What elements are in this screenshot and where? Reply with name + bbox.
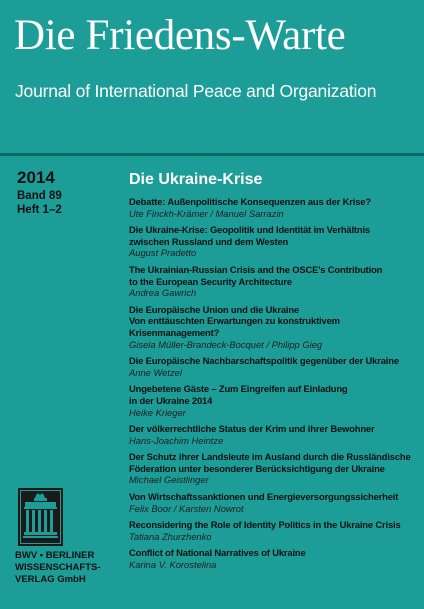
article-authors: Felix Boor / Karsten Nowrot [129, 502, 244, 514]
article-entry [129, 196, 419, 219]
article-authors: Ute Finckh-Krämer / Manuel Sarrazin [129, 207, 284, 219]
article-authors: Tatiana Zhurzhenko [129, 530, 212, 542]
article-entry [129, 264, 419, 299]
article-entry [129, 423, 419, 446]
article-title: Die Europäische Nachbarschaftspolitik gegenüber der Ukraine [129, 355, 399, 367]
article-entry [129, 451, 419, 486]
article-authors: Heike Krieger [129, 406, 186, 418]
journal-subtitle: Journal of International Peace and Organization [15, 81, 377, 101]
article-entry [129, 304, 419, 350]
header-divider [0, 153, 424, 156]
article-authors: Karina V. Korostelina [129, 559, 217, 571]
article-title: Debatte: Außenpolitische Konsequenzen aus der Krise? [129, 196, 371, 207]
journal-title: Die Friedens-Warte [14, 12, 346, 59]
article-title: Conflict of National Narratives of Ukraine [129, 547, 306, 559]
publisher-line: VERLAG GmbH [15, 573, 86, 585]
article-title: Der völkerrechtliche Status der Krim und ihrer Bewohner [129, 423, 375, 435]
article-entry [129, 491, 419, 514]
brandenburg-gate-icon [18, 488, 63, 546]
article-title: Ungebetene Gäste – Zum Eingreifen auf Einladung in der Ukraine 2014 [129, 383, 348, 406]
article-authors: Hans-Joachim Heintze [129, 434, 224, 446]
section-title: Die Ukraine-Krise [129, 171, 263, 188]
article-authors: August Pradetto [129, 247, 197, 259]
issue-year: 2014 [17, 168, 55, 187]
article-entry [129, 355, 419, 378]
article-authors: Andrea Gawrich [129, 287, 197, 299]
article-title: The Ukrainian-Russian Crisis and the OSCE's Contribution to the European Security Architecture [129, 263, 383, 287]
issue-volume: Band 89 [17, 190, 62, 202]
article-title: Der Schutz ihrer Landsleute im Ausland durch die Russländische Föderation unter besonderer Berücksichtigung der Ukraine [129, 451, 411, 474]
article-title: Die Ukraine-Krise: Geopolitik und Identität im Verhältnis zwischen Russland und dem Westen [129, 224, 370, 247]
article-entry [129, 224, 419, 259]
issue-number: Heft 1–2 [17, 204, 62, 216]
table-of-contents [129, 196, 419, 576]
article-entry [129, 547, 419, 570]
article-title: Reconsidering the Role of Identity Politics in the Ukraine Crisis [129, 519, 401, 531]
article-title: Die Europäische Union und die Ukraine Von enttäuschten Erwartungen zu konstruktivem Krisenmanagement? [129, 303, 340, 338]
publisher-line: BWV • BERLINER [15, 550, 95, 561]
article-authors: Michael Geistlinger [129, 474, 209, 486]
article-entry [129, 383, 419, 418]
article-title: Von Wirtschaftssanktionen und Energieversorgungssicherheit [129, 491, 399, 503]
publisher-name [15, 550, 125, 585]
article-entry [129, 519, 419, 542]
article-authors: Anne Wetzel [129, 366, 182, 378]
publisher-line: WISSENSCHAFTS- [15, 561, 101, 573]
article-authors: Gisela Müller-Brandeck-Bocquet / Philipp Gieg [129, 338, 323, 350]
